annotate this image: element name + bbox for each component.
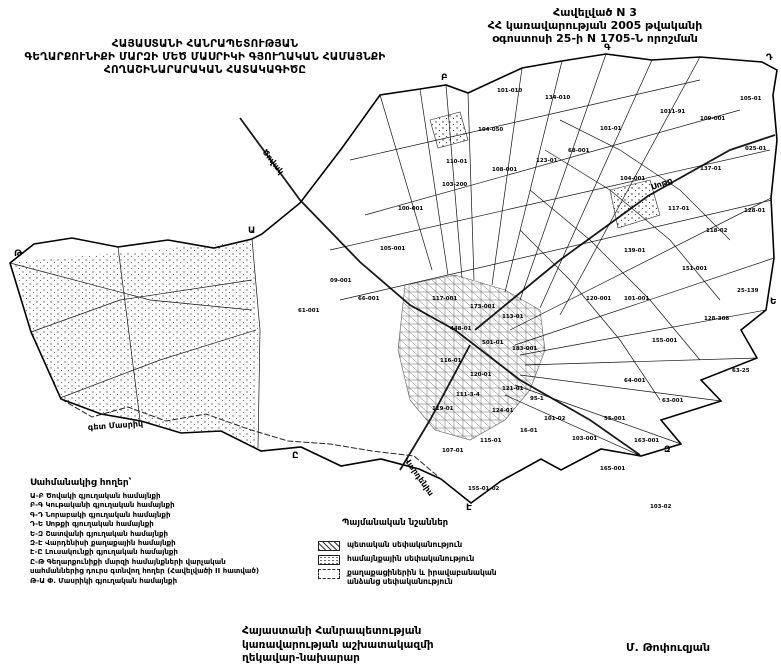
parcel-code-label: 105-001 [380,246,406,252]
parcel-code-label: 101-010 [497,88,523,94]
boundary-point-letter: Զ [664,445,671,455]
parcel-code-label: 128-01 [744,208,766,214]
parcel-code-label: 117-01 [668,206,690,212]
issuing-office-line: ղեկավար-նախարար [242,652,360,664]
parcel-code-label: 121-01 [502,386,524,392]
conventional-sign-item [318,568,543,586]
bordering-lands-item: Գ-Դ Նորաբակի գյուղական համայնքի [30,510,171,519]
parcel-code-label: 108-001 [492,167,518,173]
bordering-lands-item: Է-Ը Լուսակունքի գյուղական համայնքի [30,548,178,557]
parcel-code-label: 101-001 [624,296,650,302]
boundary-point-letter: Ե [770,297,777,307]
parcel-code-label: 025-01 [745,146,767,152]
issuing-office-line: կառավարության աշխատակազմի [242,638,434,651]
bordering-lands-item: Դ-Ե Սոթքի գյուղական համայնքի [30,520,154,529]
parcel-code-label: 16-01 [520,428,538,434]
parcel-code-label: 55-001 [604,416,626,422]
road-label: Սոթք [649,175,674,192]
hatch-swatch-icon [318,541,340,551]
bordering-lands-item: Զ-Է Վարդենիսի քաղաքային համայնքի [30,539,176,548]
parcel-code-label: 165-001 [600,466,626,472]
parcel-code-label: 103-001 [572,436,598,442]
parcel-code-label: 105-01 [740,96,762,102]
conventional-sign-label: համայնքային սեփականություն [347,554,475,563]
parcel-code-label: 09-001 [330,278,352,284]
bordering-lands-item: Ա-Բ Ծովակի գյուղական համայնքի [30,492,161,500]
parcel-code-label: 95-1 [530,396,544,402]
conventional-signs-legend [318,518,543,589]
boundary-point-letter: Թ [14,249,23,259]
parcel-code-label: 120-001 [586,296,612,302]
parcel-code-label: 103-200 [442,182,468,188]
parcel-code-label: 139-01 [624,248,646,254]
issuing-office [242,625,434,666]
parcel-code-label: 123-01 [536,158,558,164]
issuing-office-line: Հայաստանի Հանրապետության [242,625,422,637]
conventional-sign-item [318,554,543,565]
parcel-code-label: 115-01 [480,438,502,444]
signature-name: Մ. Թոփուզյան [626,641,711,654]
parcel-code-label: 101-01 [600,126,622,132]
parcel-code-label: 134-010 [545,95,571,101]
river-label: գետ Մասրիկ [87,419,144,432]
parcel-code-label: 101-02 [544,416,566,422]
decree-line: Հավելված N 3 [553,6,637,19]
parcel-code-label: 124-01 [492,408,514,414]
parcel-code-label: 163-001 [634,438,660,444]
parcel-code-label: 183-001 [512,346,538,352]
parcel-code-label: 104-001 [620,176,646,182]
parcel-code-label: 501-01 [482,340,504,346]
parcel-code-label: 137-01 [700,166,722,172]
bordering-lands-heading: Սահմանակից հողեր՝ [30,478,132,488]
boundary-point-letter: Գ [604,43,611,53]
decree-line: օգոստոսի 25-ի N 1705-Ն որոշման [492,32,698,45]
parcel-code-label: 173-001 [470,304,496,310]
parcel-code-label: 118-02 [706,228,728,234]
title-line: ԳԵՂԱՐՔՈՒՆԻՔԻ ՄԱՐԶԻ ՄԵԾ ՄԱՍՐԻԿԻ ԳՅՈՒՂԱԿԱՆ ՀԱՄԱՅՆՔԻ [24,51,386,63]
decree-line: ՀՀ կառավարության 2005 թվականի [487,19,703,32]
title-line: ՀՈՂԱՇԻՆԱՐԱՐԱԿԱՆ ՀԱՏԱԿԱԳԻԾԸ [103,64,307,76]
conventional-sign-item [318,540,543,551]
parcel-code-label: 113-01 [502,314,524,320]
parcel-code-label: 128-308 [704,316,730,322]
parcel-code-label: 107-01 [442,448,464,454]
parcel-code-label: 117-001 [432,296,458,302]
dots-swatch-icon [318,555,340,565]
bordering-lands-legend [30,478,272,586]
bordering-lands-item: Ե-Զ Շատվանի գյուղական համայնքի [30,529,168,538]
parcel-code-label: 68-001 [568,148,590,154]
road-label: Ծովակ [260,147,286,177]
parcel-code-label: 116-01 [440,358,462,364]
parcel-code-label: 120-01 [470,372,492,378]
conventional-sign-label: պետական սեփականություն [347,540,463,549]
decree-reference [420,6,770,45]
boundary-point-letter: Բ [441,73,448,83]
parcel-code-label: 25-139 [737,288,759,294]
parcel-code-label: 119-01 [432,406,454,412]
dash-swatch-icon [318,569,340,579]
bordering-lands-list [30,492,272,586]
road-label: Վարդենիս [402,455,436,498]
parcel-code-label: 109-001 [700,116,726,122]
parcel-code-label: 63-25 [732,368,750,374]
bordering-lands-item: Ը-Թ Գեղարքունիքի մարզի համայնքների վարչական սահմաններից դուրս գտնվող հողեր (Հավելվածի II հատված) [30,557,260,576]
parcel-code-label: 63-001 [662,398,684,404]
parcel-code-label: 64-001 [624,378,646,384]
parcel-code-label: 1011-91 [660,109,686,115]
parcel-code-label: 155-01-02 [468,486,500,492]
conventional-signs-list [318,540,543,586]
parcel-code-label: 155-001 [652,338,678,344]
conventional-sign-label: քաղաքացիներին և իրավաբանական անձանց սեփականություն [347,568,497,586]
boundary-point-letter: Է [466,503,472,513]
title-line: ՀԱՅԱՍՏԱՆԻ ՀԱՆՐԱՊԵՏՈՒԹՅԱՆ [111,38,299,50]
parcel-code-label: 111-3-4 [456,392,480,398]
parcel-code-label: 104-050 [478,127,504,133]
conventional-signs-heading: Պայմանական նշաններ [342,518,449,528]
boundary-point-letter: Ա [248,226,256,236]
parcel-code-label: 61-001 [298,308,320,314]
boundary-point-letter: Ը [292,451,299,461]
parcel-code-label: 448-01 [450,326,472,332]
bordering-lands-item: Թ-Ա Փ. Մասրիկի գյուղական համայնքի [30,576,178,585]
parcel-code-label: 103-02 [650,504,672,510]
parcel-code-label: 66-001 [358,296,380,302]
page-title [14,38,396,77]
parcel-code-label: 151-001 [682,266,708,272]
parcel-code-label: 100-001 [398,206,424,212]
bordering-lands-item: Բ-Գ Կութականի գյուղական համայնքի [30,501,175,510]
parcel-code-label: 110-01 [446,159,468,165]
boundary-point-letter: Դ [766,53,773,63]
